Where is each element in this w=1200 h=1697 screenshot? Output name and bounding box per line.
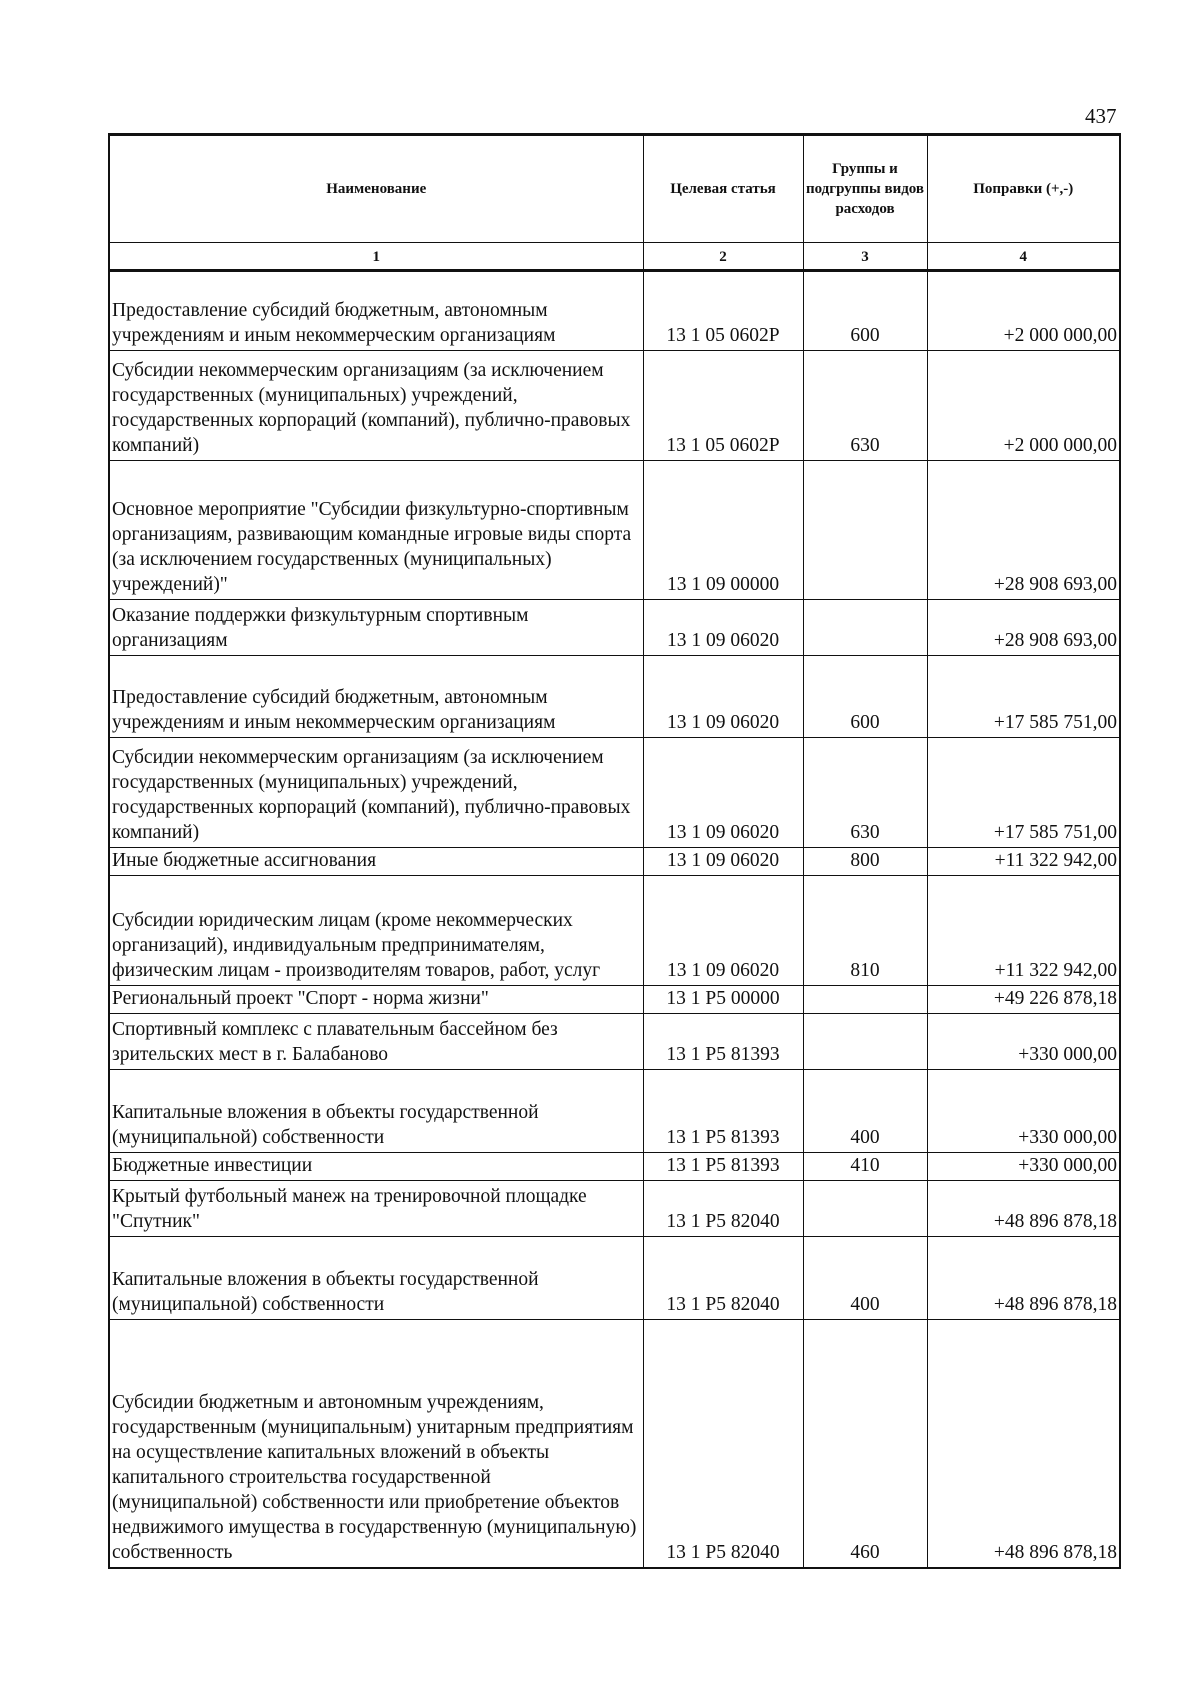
row-name: Основное мероприятие "Субсидии физкультурно-спортивным организациям, развивающим командные игровые виды спорта (за исключением государственных (муниципальных) учреждений)" xyxy=(109,461,643,600)
row-target-code: 13 1 09 06020 xyxy=(643,738,803,848)
row-amount: +2 000 000,00 xyxy=(927,351,1120,461)
budget-amendments-table xyxy=(108,133,1121,1569)
row-target-code: 13 1 05 0602P xyxy=(643,351,803,461)
row-expense-group xyxy=(803,1014,927,1070)
column-number: 4 xyxy=(927,243,1120,271)
row-name: Капитальные вложения в объекты государственной (муниципальной) собственности xyxy=(109,1070,643,1153)
row-name: Крытый футбольный манеж на тренировочной площадке "Спутник" xyxy=(109,1181,643,1237)
row-name: Оказание поддержки физкультурным спортивным организациям xyxy=(109,600,643,656)
row-amount: +48 896 878,18 xyxy=(927,1181,1120,1237)
table-row xyxy=(109,1014,1120,1070)
row-expense-group xyxy=(803,600,927,656)
row-expense-group xyxy=(803,986,927,1014)
row-name: Предоставление субсидий бюджетным, автономным учреждениям и иным некоммерческим организациям xyxy=(109,271,643,351)
row-expense-group: 400 xyxy=(803,1070,927,1153)
row-target-code: 13 1 P5 82040 xyxy=(643,1237,803,1320)
row-expense-group: 630 xyxy=(803,738,927,848)
row-name: Субсидии бюджетным и автономным учреждениям, государственным (муниципальным) унитарным предприятиям на осуществление капитальных вложений в объекты капитального строительства государственной (муниципальной) собственности или приобретение объектов недвижимого имущества в государственную (муниципальную) собственность xyxy=(109,1320,643,1568)
row-expense-group: 400 xyxy=(803,1237,927,1320)
row-expense-group: 460 xyxy=(803,1320,927,1568)
row-amount: +17 585 751,00 xyxy=(927,656,1120,738)
table-row xyxy=(109,461,1120,600)
table-row xyxy=(109,1070,1120,1153)
row-name: Спортивный комплекс с плавательным бассейном без зрительских мест в г. Балабаново xyxy=(109,1014,643,1070)
header-row xyxy=(109,135,1120,243)
row-expense-group: 600 xyxy=(803,271,927,351)
table-row xyxy=(109,1181,1120,1237)
row-target-code: 13 1 09 00000 xyxy=(643,461,803,600)
row-amount: +330 000,00 xyxy=(927,1070,1120,1153)
column-number-row xyxy=(109,243,1120,271)
header-amount: Поправки (+,-) xyxy=(927,135,1120,243)
row-target-code: 13 1 P5 00000 xyxy=(643,986,803,1014)
column-number: 2 xyxy=(643,243,803,271)
table-row xyxy=(109,1320,1120,1568)
row-amount: +49 226 878,18 xyxy=(927,986,1120,1014)
row-amount: +2 000 000,00 xyxy=(927,271,1120,351)
row-expense-group: 410 xyxy=(803,1153,927,1181)
row-amount: +48 896 878,18 xyxy=(927,1237,1120,1320)
table-row xyxy=(109,1237,1120,1320)
table-row xyxy=(109,351,1120,461)
row-amount: +28 908 693,00 xyxy=(927,600,1120,656)
table-row xyxy=(109,986,1120,1014)
table-row xyxy=(109,600,1120,656)
row-expense-group: 630 xyxy=(803,351,927,461)
table-row xyxy=(109,848,1120,876)
column-number: 1 xyxy=(109,243,643,271)
row-target-code: 13 1 09 06020 xyxy=(643,876,803,986)
row-target-code: 13 1 09 06020 xyxy=(643,848,803,876)
row-name: Предоставление субсидий бюджетным, автономным учреждениям и иным некоммерческим организациям xyxy=(109,656,643,738)
row-expense-group xyxy=(803,1181,927,1237)
table-row xyxy=(109,656,1120,738)
row-target-code: 13 1 09 06020 xyxy=(643,656,803,738)
row-name: Субсидии некоммерческим организациям (за исключением государственных (муниципальных) учреждений, государственных корпораций (компаний), публично-правовых компаний) xyxy=(109,738,643,848)
row-amount: +17 585 751,00 xyxy=(927,738,1120,848)
row-expense-group: 810 xyxy=(803,876,927,986)
row-target-code: 13 1 P5 81393 xyxy=(643,1014,803,1070)
row-name: Региональный проект "Спорт - норма жизни" xyxy=(109,986,643,1014)
row-name: Капитальные вложения в объекты государственной (муниципальной) собственности xyxy=(109,1237,643,1320)
row-amount: +330 000,00 xyxy=(927,1014,1120,1070)
table-row xyxy=(109,738,1120,848)
row-target-code: 13 1 09 06020 xyxy=(643,600,803,656)
row-name: Иные бюджетные ассигнования xyxy=(109,848,643,876)
header-groups: Группы и подгруппы видов расходов xyxy=(803,135,927,243)
row-expense-group: 800 xyxy=(803,848,927,876)
row-expense-group xyxy=(803,461,927,600)
row-amount: +330 000,00 xyxy=(927,1153,1120,1181)
row-amount: +28 908 693,00 xyxy=(927,461,1120,600)
row-name: Бюджетные инвестиции xyxy=(109,1153,643,1181)
row-name: Субсидии некоммерческим организациям (за исключением государственных (муниципальных) учреждений, государственных корпораций (компаний), публично-правовых компаний) xyxy=(109,351,643,461)
row-target-code: 13 1 P5 81393 xyxy=(643,1153,803,1181)
row-amount: +48 896 878,18 xyxy=(927,1320,1120,1568)
table-row xyxy=(109,876,1120,986)
table-row xyxy=(109,271,1120,351)
row-expense-group: 600 xyxy=(803,656,927,738)
table-row xyxy=(109,1153,1120,1181)
row-target-code: 13 1 P5 81393 xyxy=(643,1070,803,1153)
row-target-code: 13 1 P5 82040 xyxy=(643,1320,803,1568)
column-number: 3 xyxy=(803,243,927,271)
row-target-code: 13 1 05 0602P xyxy=(643,271,803,351)
row-amount: +11 322 942,00 xyxy=(927,848,1120,876)
row-amount: +11 322 942,00 xyxy=(927,876,1120,986)
header-code: Целевая статья xyxy=(643,135,803,243)
row-name: Субсидии юридическим лицам (кроме некоммерческих организаций), индивидуальным предпринимателям, физическим лицам - производителям товаров, работ, услуг xyxy=(109,876,643,986)
page-number: 437 xyxy=(1085,104,1117,128)
header-name: Наименование xyxy=(109,135,643,243)
row-target-code: 13 1 P5 82040 xyxy=(643,1181,803,1237)
